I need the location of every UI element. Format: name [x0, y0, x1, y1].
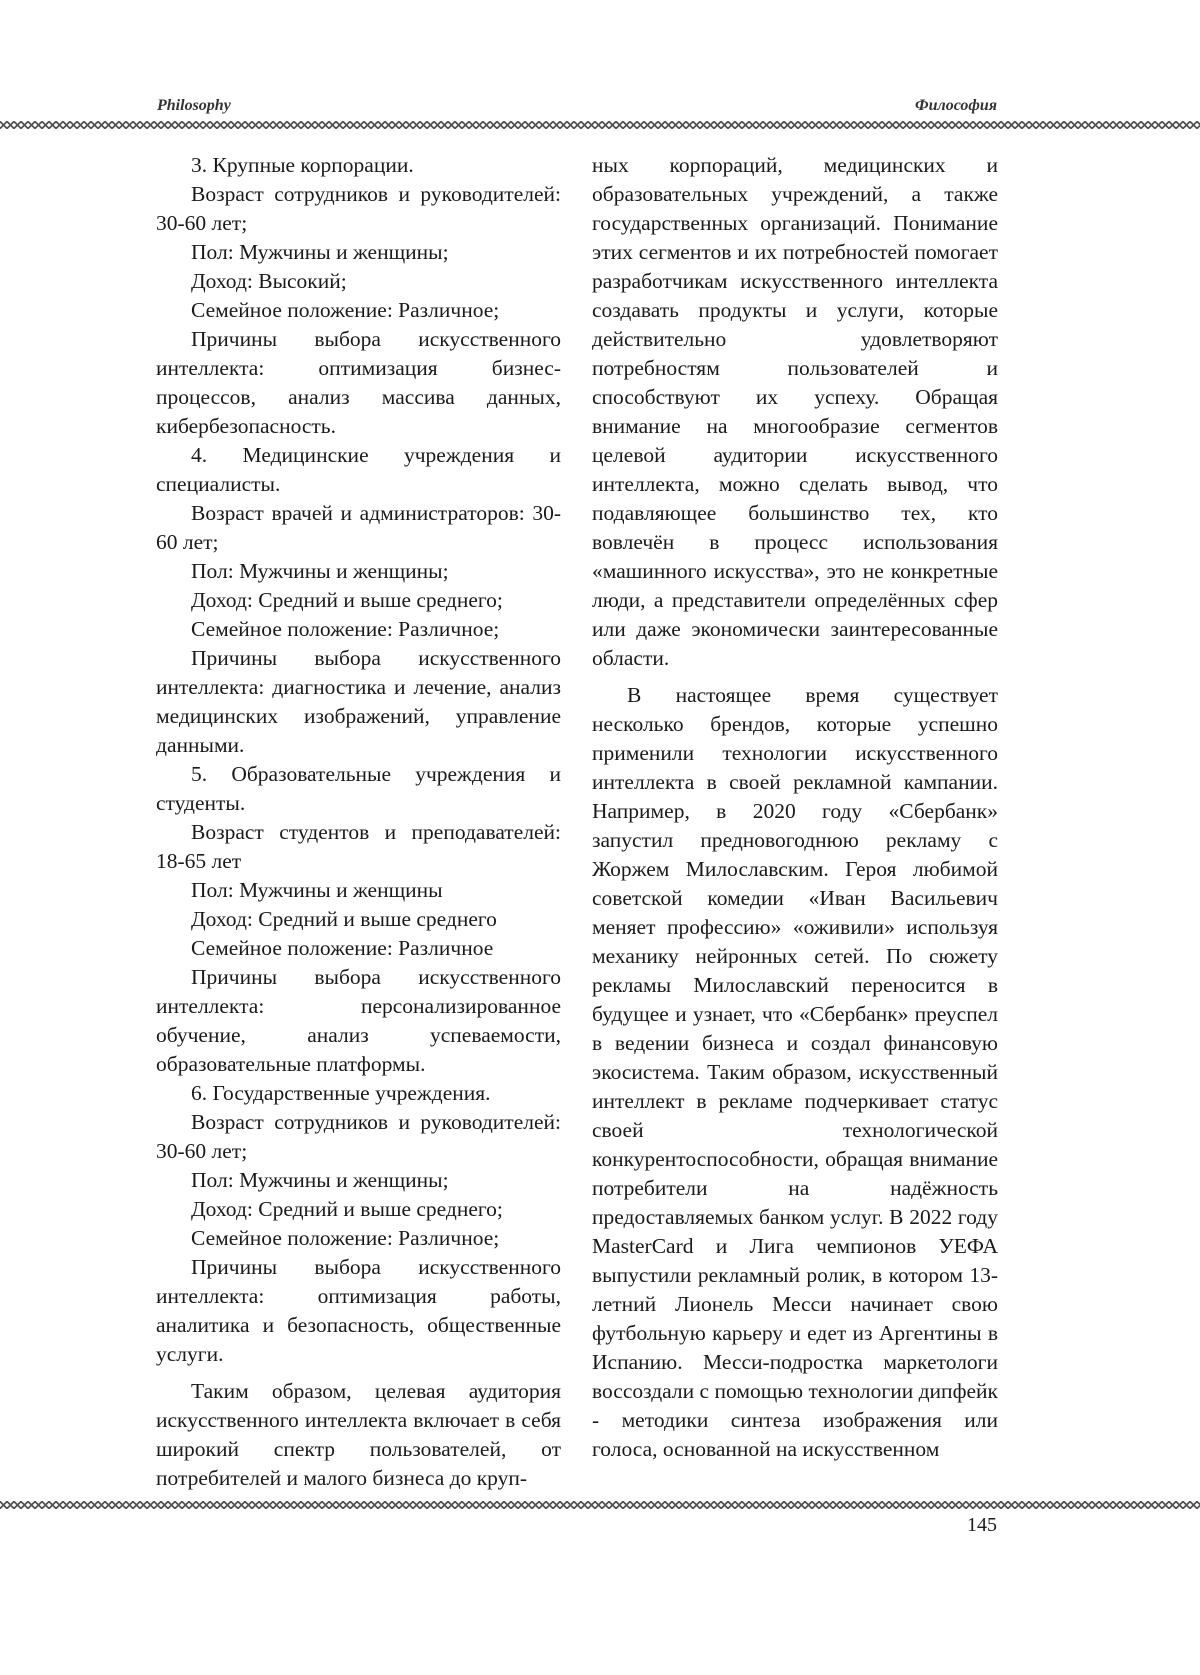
paragraph: Пол: Мужчины и женщины; — [191, 240, 449, 264]
paragraph: Таким образом, целевая аудитория искусственного интеллекта включает в себя широкий спектр пользователей, от потребителей и малого бизнеса до круп- — [156, 1379, 561, 1490]
paragraph: Пол: Мужчины и женщины — [191, 878, 443, 902]
right-text-column — [592, 151, 998, 1464]
left-text-column — [156, 151, 561, 1493]
paragraph: ных корпораций, медицинских и образовательных учреждений, а также государственных организаций. Понимание этих сегментов и их потребностей помогает разработчикам искусственного интеллекта создавать продукты и услуги, которые действительно удовлетворяют потребностям пользователей и способствуют их успеху. Обращая внимание на многообразие сегментов целевой аудитории искусственного интеллекта, можно сделать вывод, что подавляющее большинство тех, кто вовлечён в процесс использования «машинного искусства», это не конкретные люди, а представители определённых сфер или даже экономически заинтересованные области. — [592, 153, 998, 670]
paragraph: Доход: Средний и выше среднего; — [191, 588, 503, 612]
header-journal-title-en: Philosophy — [157, 97, 231, 114]
paragraph: Доход: Средний и выше среднего — [191, 907, 497, 931]
page-number: 145 — [967, 1514, 997, 1536]
paragraph: Семейное положение: Различное; — [191, 298, 500, 322]
paragraph: 6. Государственные учреждения. — [191, 1081, 491, 1105]
paragraph: Пол: Мужчины и женщины; — [191, 1168, 449, 1192]
paragraph: В настоящее время существует несколько брендов, которые успешно применили технологии искусственного интеллекта в своей рекламной кампании. Например, в 2020 году «Сбербанк» запустил предновогоднюю рекламу с Жоржем Милославским. Героя любимой советской комедии «Иван Васильевич меняет профессию» «оживили» используя механику нейронных сетей. По сюжету рекламы Милославский переносится в будущее и узнает, что «Сбербанк» преуспел в ведении бизнеса и создал финансовую экосистема. Таким образом, искусственный интеллект в рекламе подчеркивает статус своей технологической конкурентоспособности, обращая внимание потребители на надёжность предоставляемых банком услуг. В 2022 году MasterCard и Лига чемпионов УЕФА выпустили рекламный ролик, в котором 13-летний Лионель Месси начинает свою футбольную карьеру и едет из Аргентины в Испанию. Месси-подростка маркетологи воссоздали с помощью технологии дипфейк - методики синтеза изображения или голоса, основанной на искусственном — [592, 683, 998, 1461]
bottom-ornamental-rule — [0, 1501, 1200, 1509]
paragraph: Возраст сотрудников и руководителей: 30-60 лет; — [156, 1110, 561, 1163]
top-ornamental-rule — [0, 121, 1200, 129]
paragraph: Возраст врачей и администраторов: 30-60 лет; — [156, 501, 561, 554]
paragraph: Доход: Высокий; — [191, 269, 347, 293]
paragraph: 5. Образовательные учреждения и студенты. — [156, 762, 561, 815]
paragraph: Причины выбора искусственного интеллекта: оптимизация работы, аналитика и безопасность, общественные услуги. — [156, 1255, 561, 1366]
paragraph: Причины выбора искусственного интеллекта: персонализированное обучение, анализ успеваемости, образовательные платформы. — [156, 965, 561, 1076]
paragraph: Пол: Мужчины и женщины; — [191, 559, 449, 583]
paragraph: Причины выбора искусственного интеллекта: оптимизация бизнес-процессов, анализ массива данных, кибербезопасность. — [156, 327, 561, 438]
header-journal-title-ru: Философия — [914, 97, 997, 114]
paragraph: Семейное положение: Различное; — [191, 617, 500, 641]
paragraph: 3. Крупные корпорации. — [191, 153, 414, 177]
paragraph: Семейное положение: Различное; — [191, 1226, 500, 1250]
paragraph: Возраст сотрудников и руководителей: 30-60 лет; — [156, 182, 561, 235]
paragraph: 4. Медицинские учреждения и специалисты. — [156, 443, 561, 496]
paragraph: Причины выбора искусственного интеллекта: диагностика и лечение, анализ медицинских изображений, управление данными. — [156, 646, 561, 757]
paragraph: Доход: Средний и выше среднего; — [191, 1197, 503, 1221]
paragraph: Возраст студентов и преподавателей: 18-65 лет — [156, 820, 561, 873]
paragraph: Семейное положение: Различное — [191, 936, 494, 960]
running-header — [157, 97, 997, 119]
